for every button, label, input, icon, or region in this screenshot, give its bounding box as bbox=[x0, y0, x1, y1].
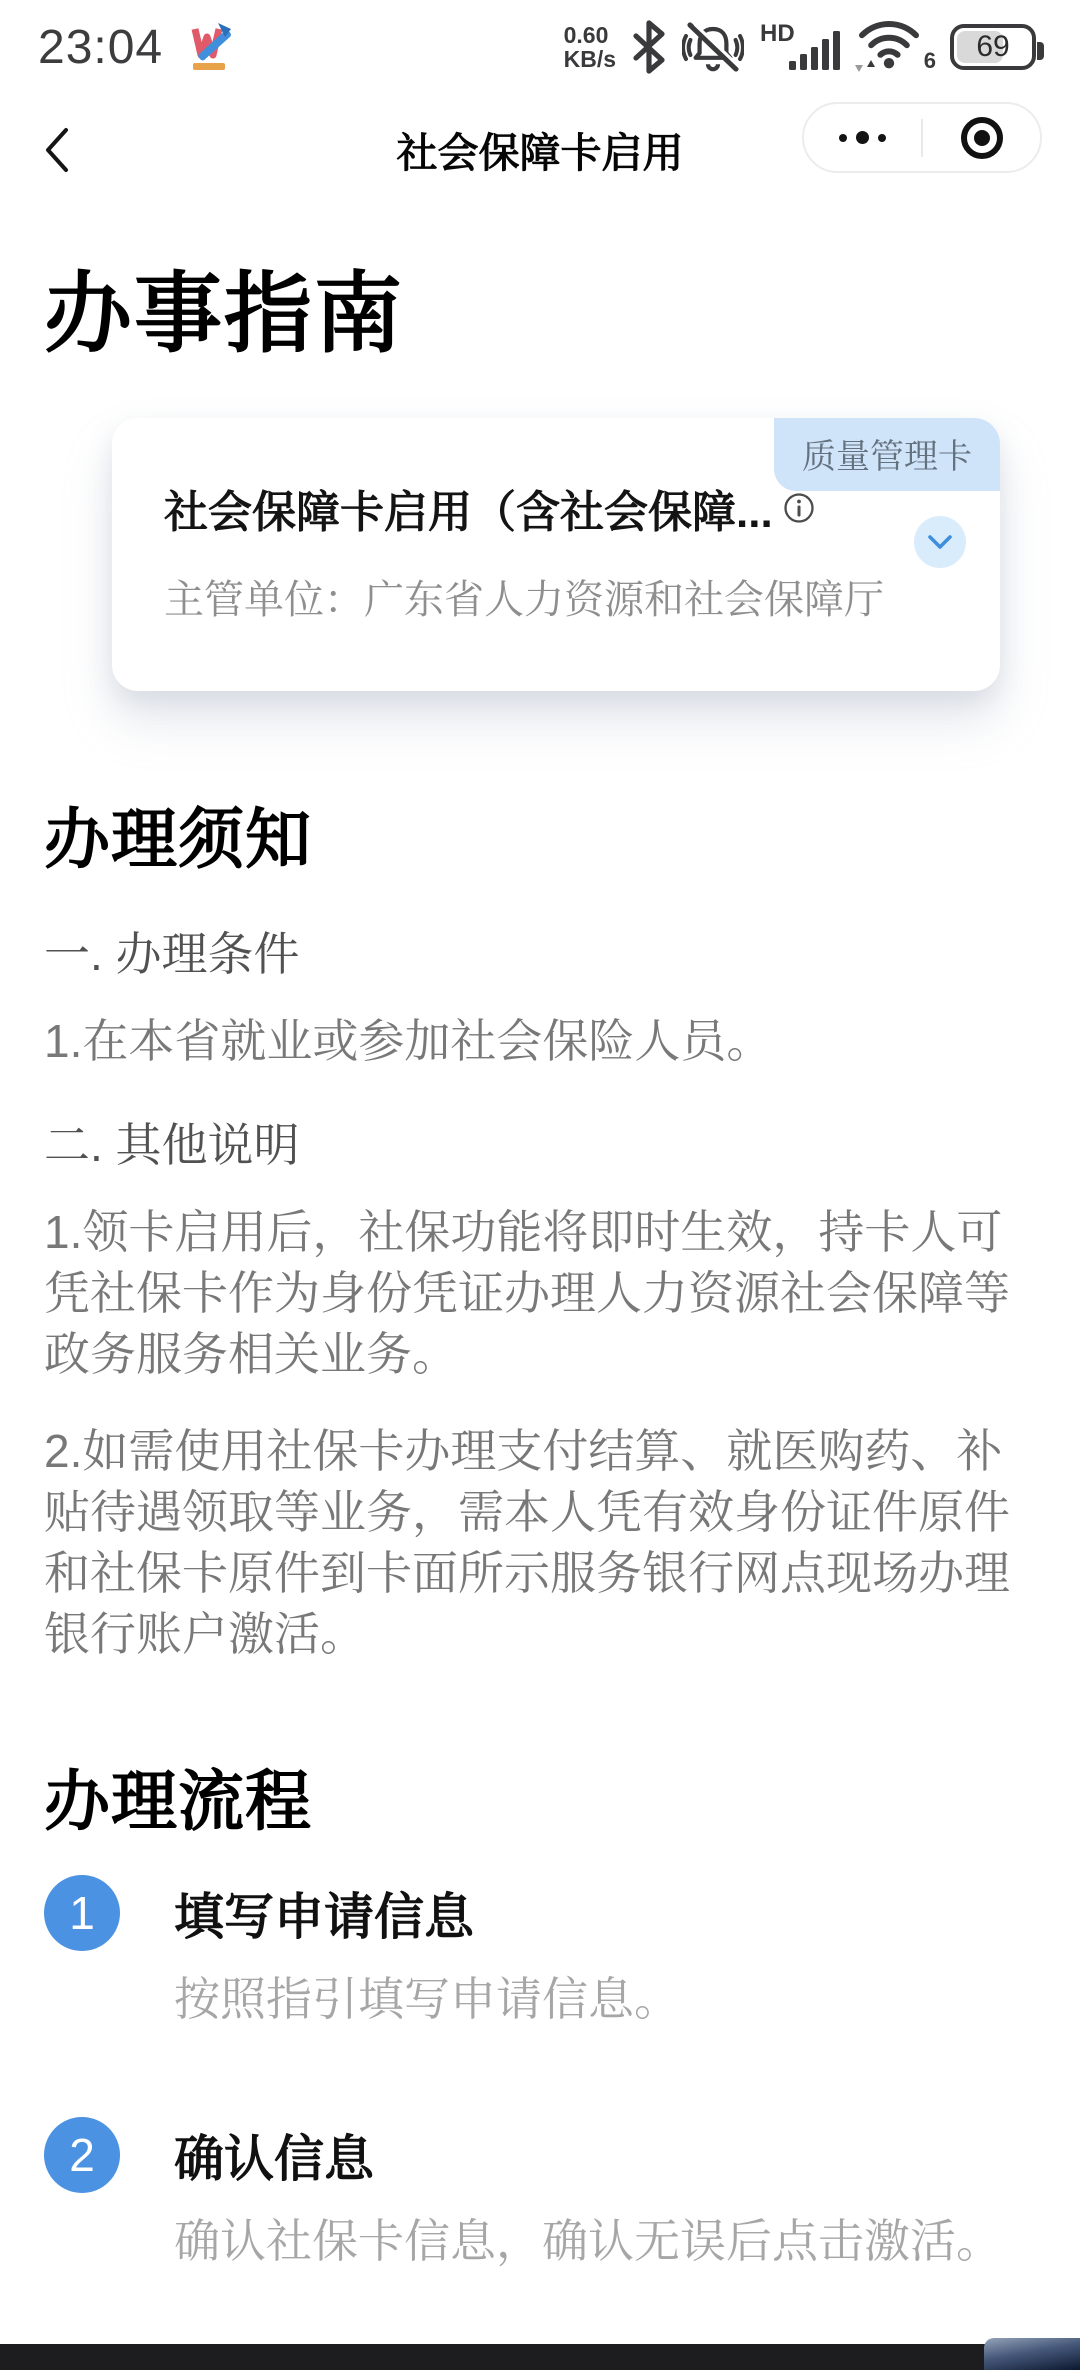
step-description: 按照指引填写申请信息。 bbox=[174, 1973, 680, 2025]
nav-title: 社会保障卡启用 bbox=[396, 129, 684, 176]
service-card[interactable] bbox=[112, 418, 1000, 691]
nav-bar bbox=[0, 88, 1080, 210]
bluetooth-icon bbox=[632, 19, 666, 75]
network-speed-unit: KB/s bbox=[563, 46, 616, 72]
wifi-icon bbox=[856, 18, 934, 76]
step-description: 确认社保卡信息，确认无误后点击激活。 bbox=[174, 2215, 1002, 2267]
page-content bbox=[0, 262, 1080, 2271]
notice-subheading: 二. 其他说明 bbox=[44, 1119, 300, 1171]
process-step bbox=[44, 1871, 1036, 2029]
close-minimize-button[interactable] bbox=[923, 104, 1040, 171]
step-title: 填写申请信息 bbox=[174, 1889, 474, 1945]
mute-vibrate-icon bbox=[682, 19, 744, 75]
notice-heading: 办理须知 bbox=[44, 802, 312, 876]
status-bar bbox=[0, 0, 1080, 88]
battery-percent: 69 bbox=[976, 30, 1010, 63]
notice-paragraph: 1.领卡启用后，社保功能将即时生效，持卡人可凭社保卡作为身份凭证办理人力资源社会保障等政务服务相关业务。 bbox=[44, 1206, 1010, 1380]
cellular-signal-icon bbox=[760, 18, 840, 76]
expand-button[interactable] bbox=[914, 516, 966, 568]
process-step bbox=[44, 2113, 1036, 2271]
chevron-down-icon bbox=[927, 534, 953, 550]
step-title: 确认信息 bbox=[174, 2131, 374, 2187]
step-number-badge: 1 bbox=[44, 1875, 120, 1951]
info-icon[interactable] bbox=[783, 492, 815, 524]
battery-nub bbox=[1037, 42, 1044, 60]
network-speed bbox=[564, 23, 616, 71]
miniprogram-capsule bbox=[802, 102, 1042, 173]
process-heading: 办理流程 bbox=[44, 1764, 312, 1838]
step-body bbox=[174, 2113, 1002, 2271]
battery-indicator bbox=[950, 24, 1036, 70]
clock: 23:04 bbox=[38, 20, 164, 74]
card-title: 社会保障卡启用（含社会保障... bbox=[164, 488, 773, 537]
wifi-network-number: 6 bbox=[923, 48, 936, 73]
status-bar-left bbox=[38, 20, 233, 75]
notification-app-icon bbox=[185, 21, 233, 73]
network-speed-value: 0.60 bbox=[563, 22, 609, 48]
page-title: 办事指南 bbox=[44, 264, 405, 363]
step-number-badge: 2 bbox=[44, 2117, 120, 2193]
notice-paragraph: 1.在本省就业或参加社会保险人员。 bbox=[44, 1015, 773, 1067]
notice-paragraph: 2.如需使用社保卡办理支付结算、就医购药、补贴待遇领取等业务，需本人凭有效身份证件原件和社保卡原件到卡面所示服务银行网点现场办理银行账户激活。 bbox=[44, 1425, 1010, 1660]
hd-label: HD bbox=[760, 20, 795, 47]
bottom-system-bar bbox=[0, 2344, 1080, 2370]
ellipsis-icon bbox=[839, 131, 886, 144]
notice-subheading: 一. 办理条件 bbox=[44, 928, 300, 980]
bottom-corner-artifact bbox=[984, 2338, 1080, 2370]
more-button[interactable] bbox=[804, 104, 921, 171]
step-body bbox=[174, 1871, 680, 2029]
signal-bars bbox=[789, 31, 840, 70]
card-agency: 主管单位：广东省人力资源和社会保障厅 bbox=[164, 578, 884, 622]
target-circle-icon bbox=[961, 117, 1003, 159]
status-bar-right bbox=[564, 18, 1046, 76]
card-type-badge: 质量管理卡 bbox=[774, 418, 1000, 491]
wifi-activity-arrows bbox=[854, 60, 876, 72]
